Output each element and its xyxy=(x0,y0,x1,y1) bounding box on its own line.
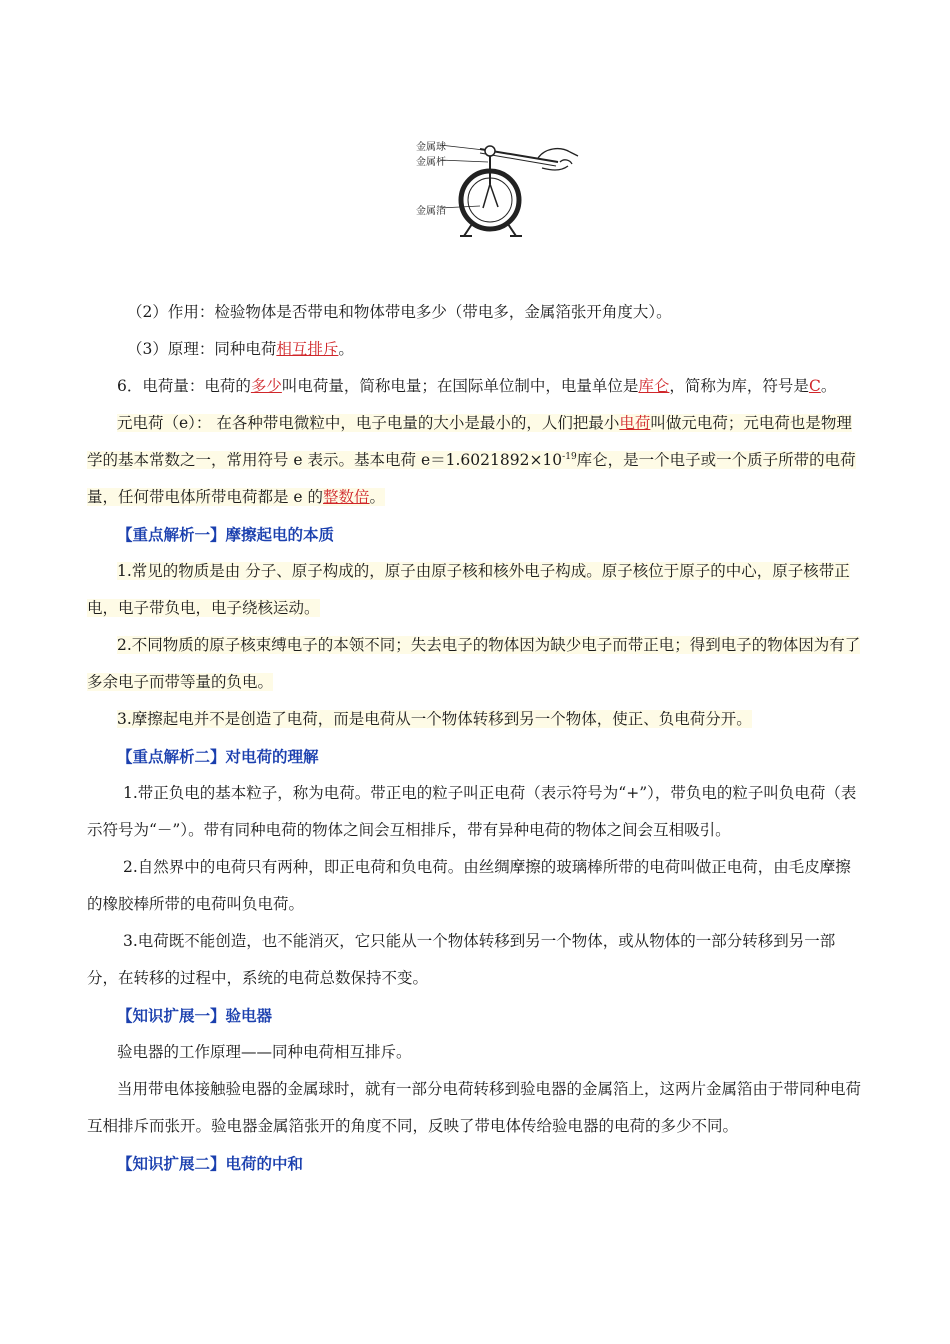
answer-integer-multiple: 整数倍 xyxy=(323,488,370,506)
label-metal-ball: 金属球 xyxy=(416,142,446,153)
text: 。 xyxy=(338,340,354,358)
paragraph-principle xyxy=(87,331,865,368)
text: 叫电荷量，简称电量；在国际单位制中，电量单位是 xyxy=(281,377,639,395)
answer-amount: 多少 xyxy=(250,377,282,395)
point-2-2: 2.自然界中的电荷只有两种，即正电荷和负电荷。由丝绸摩擦的玻璃棒所带的电荷叫做正电荷，由毛皮摩擦的橡胶棒所带的电荷叫负电荷。 xyxy=(87,858,851,913)
text: （3）原理：同种电荷 xyxy=(127,340,277,358)
electroscope-figure xyxy=(410,132,585,267)
answer-repel: 相互排斥 xyxy=(276,340,339,358)
text: 库仑，是一个电子或一个质子所带的电荷量，任何带电体所带电荷都是 e 的 xyxy=(87,451,856,506)
text: 。 xyxy=(820,377,837,395)
text: 。 xyxy=(369,488,386,506)
point-1-3 xyxy=(87,701,865,738)
exponent: -19 xyxy=(562,451,577,462)
text: 6．电荷量：电荷的 xyxy=(117,377,251,395)
text: 叫做元电荷；元电荷也是物理学的基本常数之一，常用符号 e 表示。基本电荷 e＝1.6021892×10 xyxy=(87,414,852,469)
paragraph-elementary-charge xyxy=(87,405,865,516)
extension-1-principle: 验电器的工作原理——同种电荷相互排斥。 xyxy=(117,1043,412,1061)
section-heading-3: 【知识扩展一】验电器 xyxy=(117,1006,273,1025)
answer-charge: 电荷 xyxy=(619,414,651,432)
point-2-3: 3.电荷既不能创造，也不能消灭，它只能从一个物体转移到另一个物体，或从物体的一部分转移到另一部分，在转移的过程中，系统的电荷总数保持不变。 xyxy=(87,932,836,987)
answer-coulomb: 库仑 xyxy=(638,377,670,395)
section-heading-1: 【重点解析一】摩擦起电的本质 xyxy=(117,525,335,544)
paragraph-function xyxy=(87,294,865,331)
text: ，简称为库，符号是 xyxy=(669,377,809,395)
point-2-1: 1.带正负电的基本粒子，称为电荷。带正电的粒子叫正电荷（表示符号为“+”），带负电的粒子叫负电荷（表示符号为“－”）。带有同种电荷的物体之间会互相排斥，带有异种电荷的物体之间会互相吸引。 xyxy=(87,784,857,839)
point-1-1 xyxy=(87,553,865,627)
section-heading-4: 【知识扩展二】电荷的中和 xyxy=(117,1154,304,1173)
answer-symbol-c: C xyxy=(808,377,821,395)
text: 元电荷（e）： 在各种带电微粒中，电子电量的大小是最小的，人们把最小 xyxy=(117,414,620,432)
label-metal-rod: 金属杆 xyxy=(416,157,446,168)
paragraph-charge-quantity xyxy=(87,368,865,405)
text: 3.摩擦起电并不是创造了电荷，而是电荷从一个物体转移到另一个物体，使正、负电荷分开。 xyxy=(117,710,752,728)
document-body xyxy=(87,294,865,1182)
text: 2.不同物质的原子核束缚电子的本领不同；失去电子的物体因为缺少电子而带正电；得到电子的物体因为有了多余电子而带等量的负电。 xyxy=(87,636,861,691)
extension-1-detail: 当用带电体接触验电器的金属球时，就有一部分电荷转移到验电器的金属箔上，这两片金属箔由于带同种电荷互相排斥而张开。验电器金属箔张开的角度不同，反映了带电体传给验电器的电荷的多少不同。 xyxy=(87,1080,862,1135)
text: 1.常见的物质是由 分子、原子构成的，原子由原子核和核外电子构成。原子核位于原子的中心，原子核带正电，电子带负电，电子绕核运动。 xyxy=(87,562,850,617)
text: （2）作用：检验物体是否带电和物体带电多少（带电多，金属箔张开角度大）。 xyxy=(127,303,672,321)
section-heading-2: 【重点解析二】对电荷的理解 xyxy=(117,747,319,766)
point-1-2 xyxy=(87,627,865,701)
label-metal-foil: 金属箔 xyxy=(416,206,446,217)
